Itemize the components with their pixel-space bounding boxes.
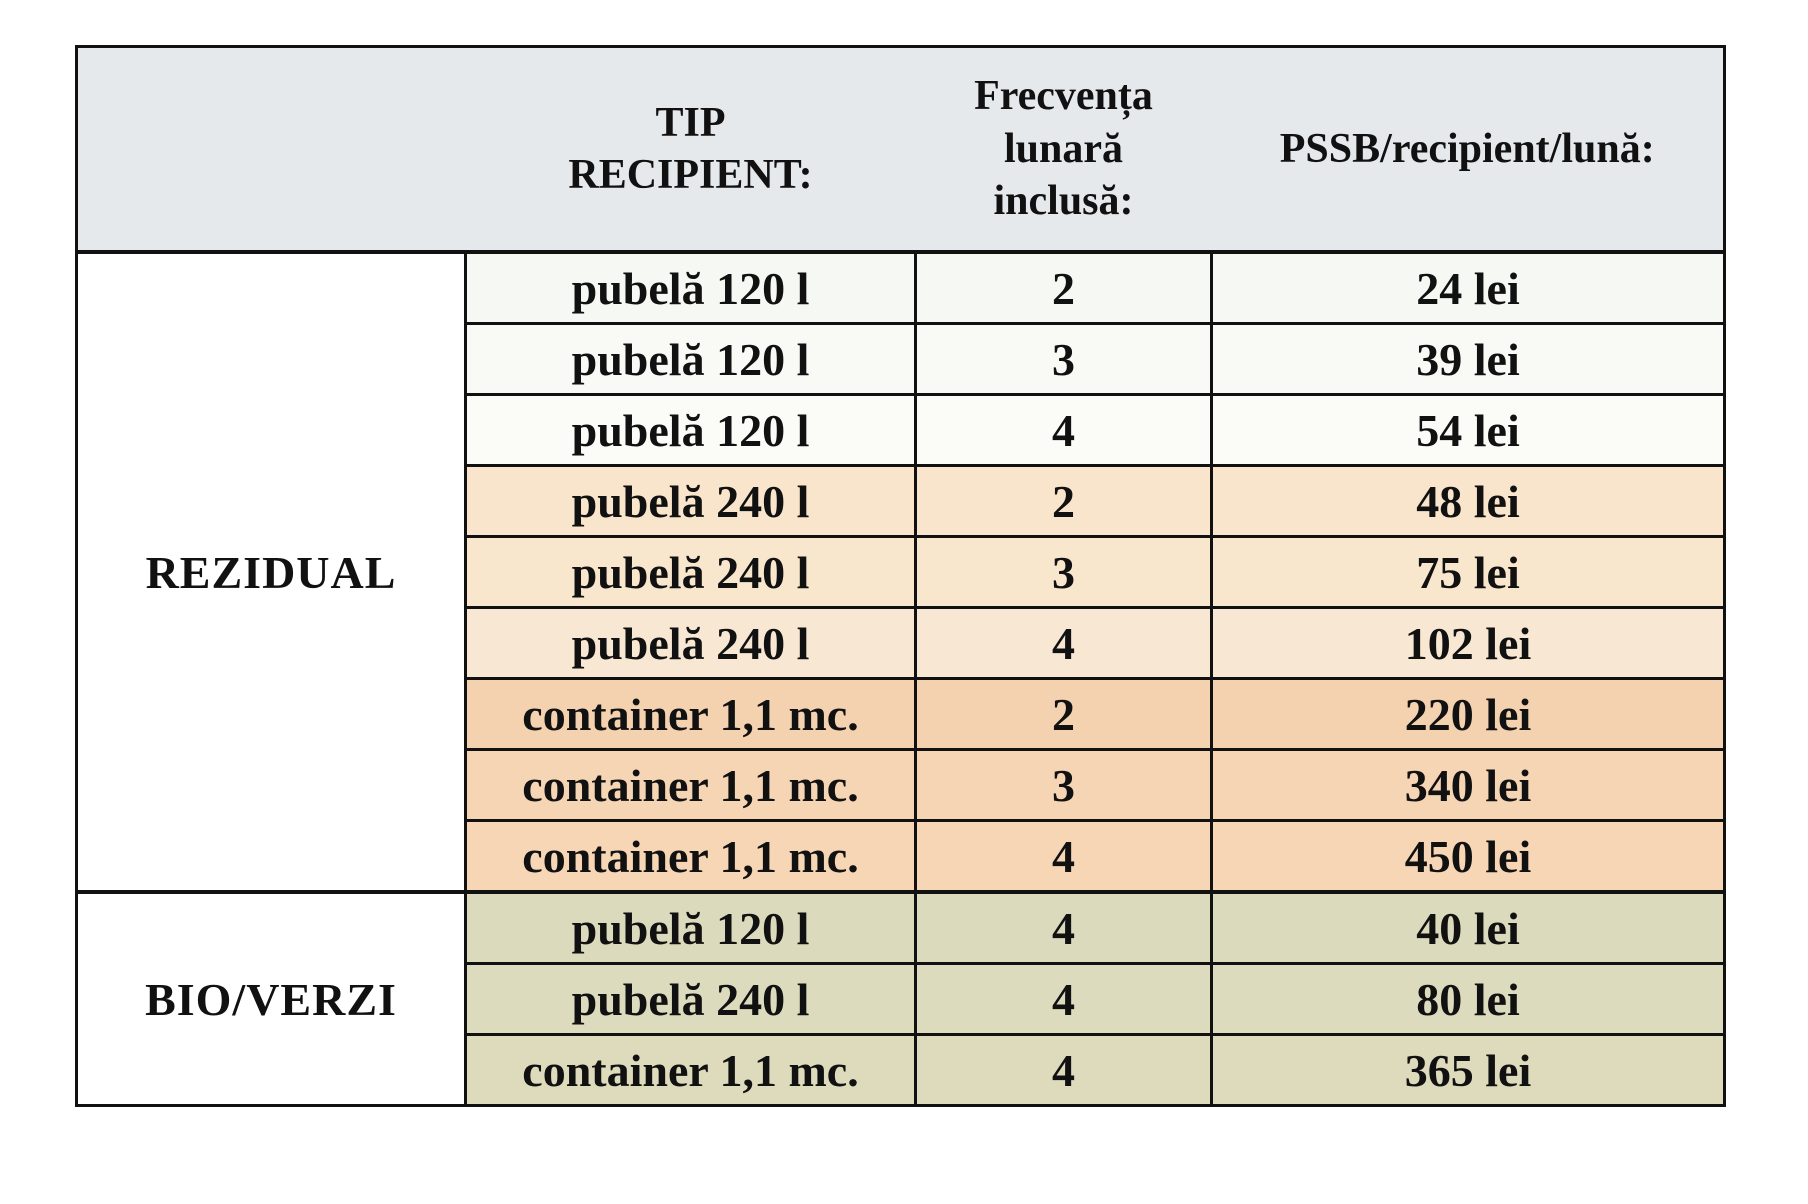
price-cell: 80 lei [1212,964,1725,1035]
price-cell: 40 lei [1212,892,1725,964]
header-frequency-line1: Frecvența [974,73,1153,120]
price-cell: 450 lei [1212,821,1725,893]
price-cell: 340 lei [1212,750,1725,821]
header-frequency-line3: inclusă: [993,178,1134,225]
container-type-cell: container 1,1 mc. [466,750,916,821]
frequency-cell: 3 [916,324,1212,395]
container-type-cell: pubelă 240 l [466,608,916,679]
price-cell: 54 lei [1212,395,1725,466]
header-monthly-frequency [916,47,1212,253]
frequency-cell: 4 [916,892,1212,964]
frequency-cell: 4 [916,1035,1212,1106]
frequency-cell: 3 [916,750,1212,821]
header-price: PSSB/recipient/lună: [1212,47,1725,253]
price-cell: 39 lei [1212,324,1725,395]
header-container-type [466,47,916,253]
header-type-line2: RECIPIENT: [568,152,813,198]
pricing-table [75,45,1726,1107]
header-category-cell [77,47,466,253]
container-type-cell: pubelă 120 l [466,252,916,324]
container-type-cell: pubelă 240 l [466,964,916,1035]
frequency-cell: 3 [916,537,1212,608]
container-type-cell: pubelă 240 l [466,466,916,537]
price-cell: 75 lei [1212,537,1725,608]
table-body [77,252,1725,1106]
frequency-cell: 2 [916,466,1212,537]
container-type-cell: pubelă 120 l [466,892,916,964]
frequency-cell: 4 [916,964,1212,1035]
header-type-line1: TIP [655,99,726,146]
price-cell: 102 lei [1212,608,1725,679]
container-type-cell: pubelă 240 l [466,537,916,608]
price-cell: 48 lei [1212,466,1725,537]
header-frequency-line2: lunară [1003,125,1124,172]
container-type-cell: container 1,1 mc. [466,679,916,750]
header-row [77,47,1725,253]
frequency-cell: 4 [916,821,1212,893]
category-cell: REZIDUAL [77,252,466,892]
table-row [77,252,1725,324]
container-type-cell: pubelă 120 l [466,324,916,395]
frequency-cell: 2 [916,252,1212,324]
container-type-cell: container 1,1 mc. [466,1035,916,1106]
frequency-cell: 4 [916,395,1212,466]
price-cell: 220 lei [1212,679,1725,750]
frequency-cell: 4 [916,608,1212,679]
container-type-cell: container 1,1 mc. [466,821,916,893]
frequency-cell: 2 [916,679,1212,750]
container-type-cell: pubelă 120 l [466,395,916,466]
category-cell: BIO/VERZI [77,892,466,1106]
price-cell: 365 lei [1212,1035,1725,1106]
table-row [77,892,1725,964]
price-cell: 24 lei [1212,252,1725,324]
table-header [77,47,1725,253]
